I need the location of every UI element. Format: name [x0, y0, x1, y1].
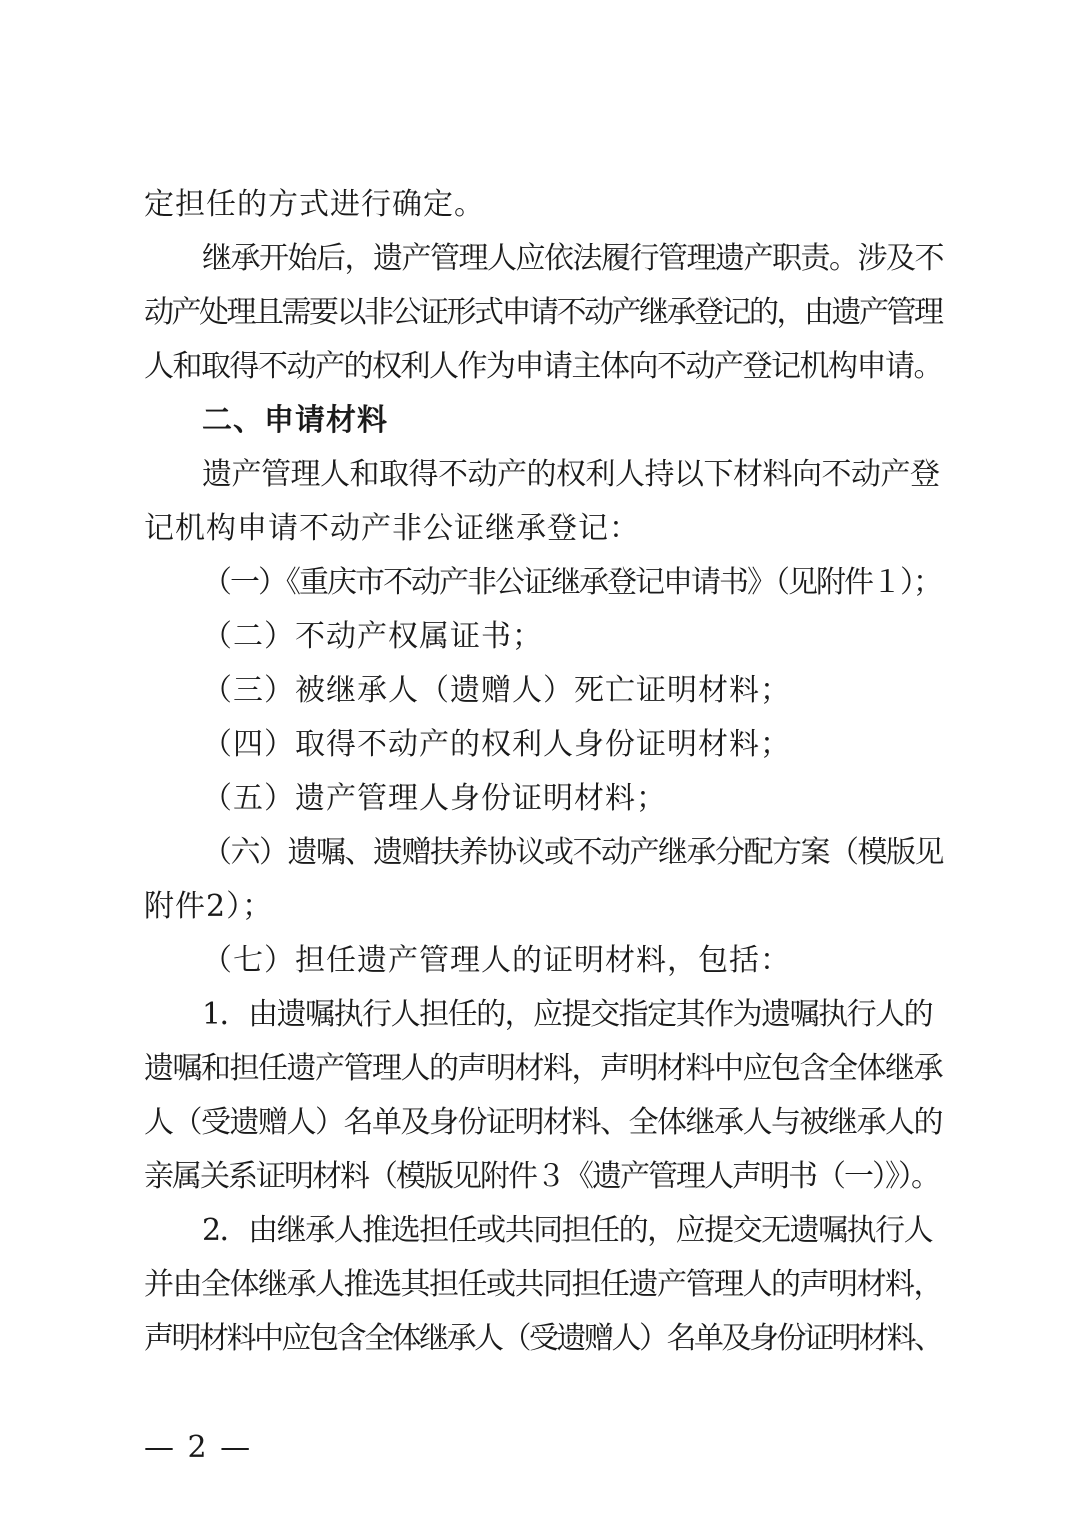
sub-item-continuation: 遗嘱和担任遗产管理人的声明材料，声明材料中应包含全体继承	[144, 1051, 942, 1086]
sub-item: 1．由遗嘱执行人担任的，应提交指定其作为遗嘱执行人的	[202, 997, 933, 1032]
sub-item: 2．由继承人推选担任或共同担任的，应提交无遗嘱执行人	[202, 1213, 933, 1248]
section-heading: 二、申请材料	[202, 403, 388, 438]
paragraph-line: 遗产管理人和取得不动产的权利人持以下材料向不动产登	[202, 457, 940, 492]
list-item: （二）不动产权属证书；	[202, 619, 543, 654]
list-item: （三）被继承人（遗赠人）死亡证明材料；	[202, 673, 791, 708]
list-item: （四）取得不动产的权利人身份证明材料；	[202, 727, 791, 762]
paragraph-line: 定担任的方式进行确定。	[144, 187, 485, 222]
list-item: （七）担任遗产管理人的证明材料，包括：	[202, 943, 791, 978]
list-item: （五）遗产管理人身份证明材料；	[202, 781, 667, 816]
paragraph-line: 人和取得不动产的权利人作为申请主体向不动产登记机构申请。	[144, 349, 942, 384]
sub-item-continuation: 声明材料中应包含全体继承人（受遗赠人）名单及身份证明材料、	[144, 1321, 942, 1356]
sub-item-continuation: 亲属关系证明材料（模版见附件３《遗产管理人声明书（一）》）。	[144, 1159, 939, 1194]
list-item: （六）遗嘱、遗赠扶养协议或不动产继承分配方案（模版见	[202, 835, 943, 870]
document-body	[144, 178, 944, 1366]
list-item-continuation: 附件2）；	[144, 889, 274, 924]
sub-item-continuation: 并由全体继承人推选其担任或共同担任遗产管理人的声明材料，	[144, 1267, 942, 1302]
list-item: （一）《重庆市不动产非公证继承登记申请书》（见附件１）；	[202, 565, 941, 600]
paragraph-line: 动产处理且需要以非公证形式申请不动产继承登记的，由遗产管理	[144, 295, 942, 330]
page-number: — 2 —	[144, 1430, 253, 1465]
paragraph-line: 继承开始后，遗产管理人应依法履行管理遗产职责。涉及不	[202, 241, 943, 276]
paragraph-line: 记机构申请不动产非公证继承登记：	[144, 511, 640, 546]
sub-item-continuation: 人（受遗赠人）名单及身份证明材料、全体继承人与被继承人的	[144, 1105, 942, 1140]
